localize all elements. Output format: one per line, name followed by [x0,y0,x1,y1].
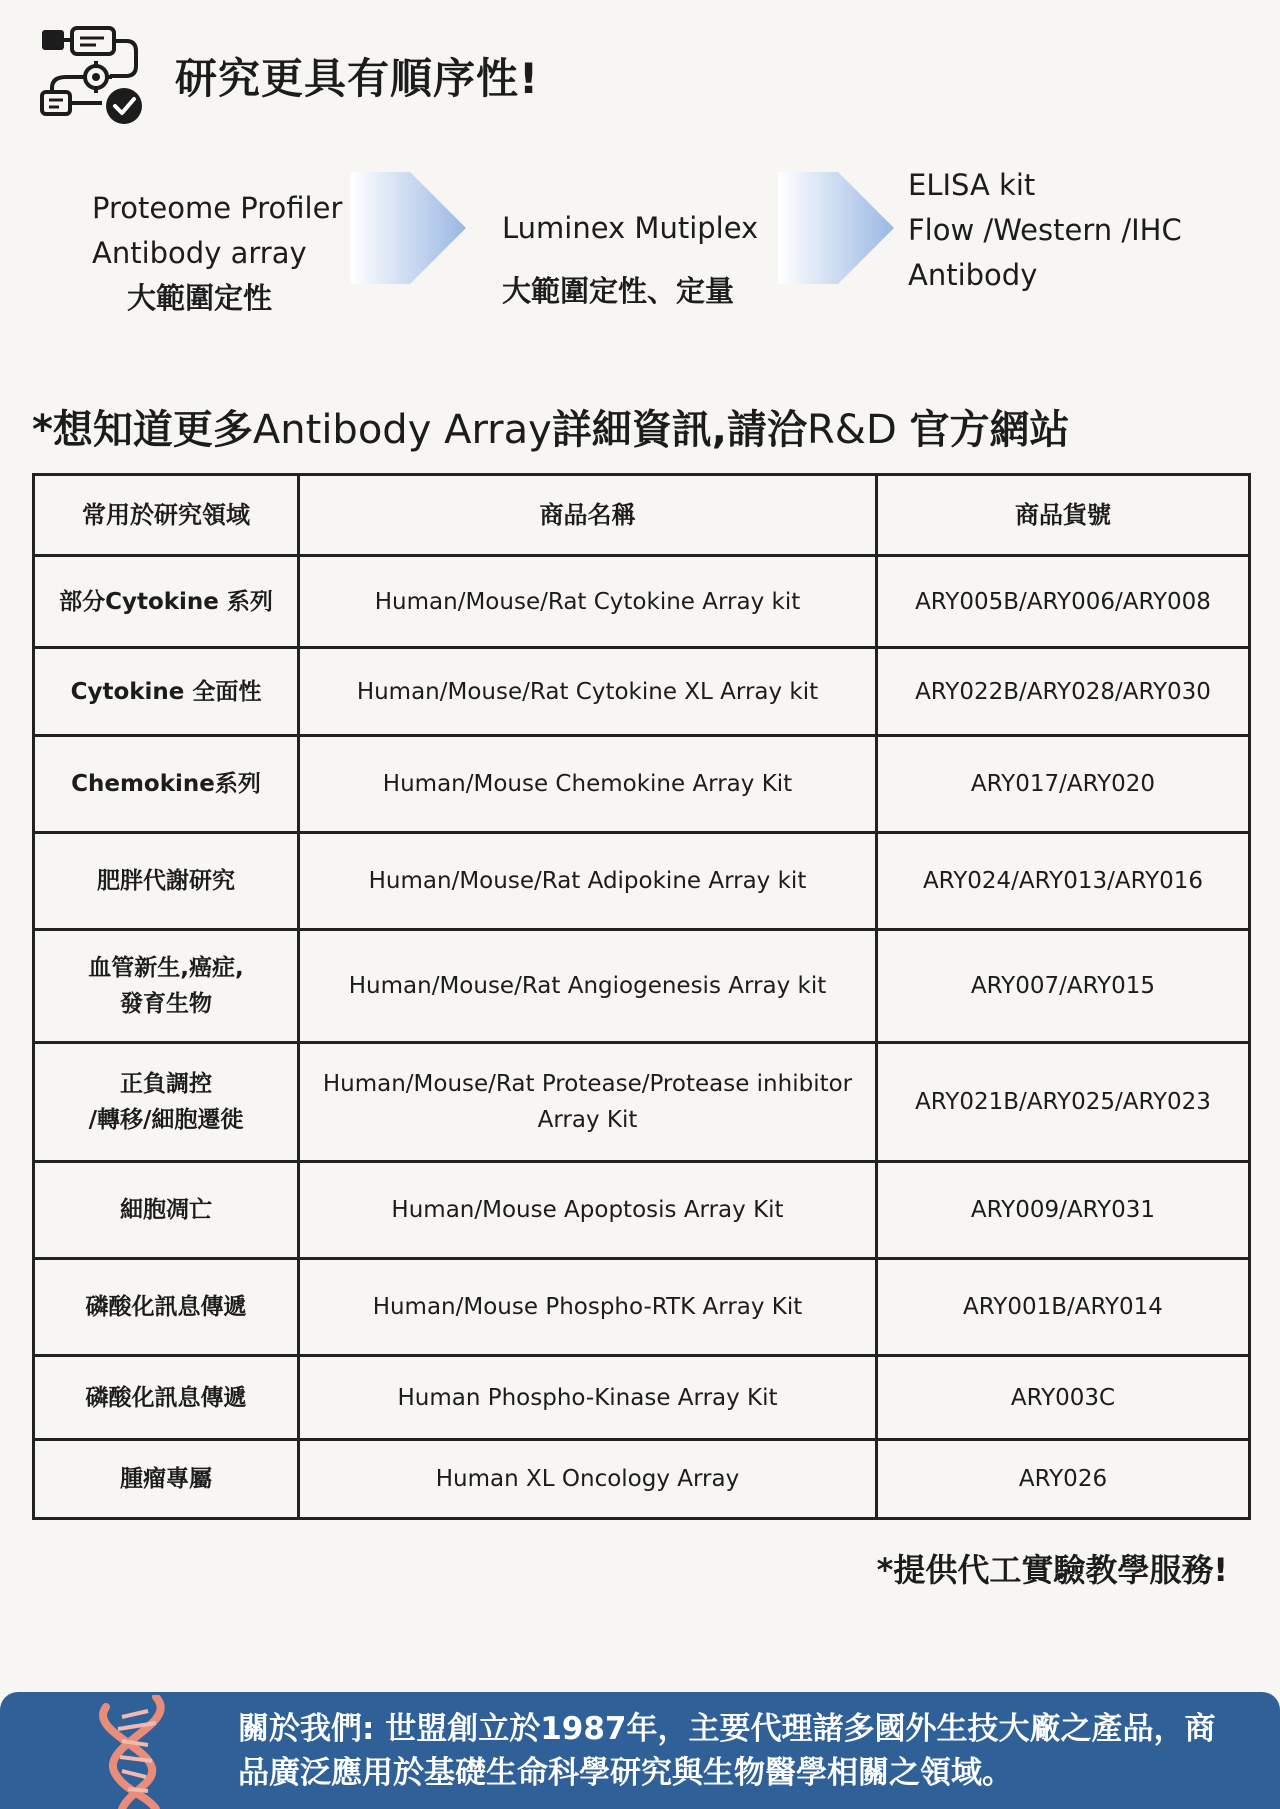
sku-cell: ARY003C [877,1356,1250,1440]
chevron-right-gradient-icon [778,172,894,284]
service-footnote: *提供代工實驗教學服務! [876,1551,1228,1589]
table-row [34,833,1250,930]
sku-cell: ARY009/ARY031 [877,1162,1250,1259]
column-header-field: 常用於研究領域 [34,475,299,556]
column-header-sku: 商品貨號 [877,475,1250,556]
field-cell: 肥胖代謝研究 [34,833,299,930]
product-cell: Human/Mouse/Rat Cytokine XL Array kit [299,648,877,736]
table-row [34,1259,1250,1356]
sku-cell: ARY005B/ARY006/ARY008 [877,556,1250,648]
page-title: 研究更具有順序性! [175,54,540,103]
field-cell: 細胞凋亡 [34,1162,299,1259]
field-cell: 正負調控 /轉移/細胞遷徙 [34,1043,299,1162]
sku-cell: ARY021B/ARY025/ARY023 [877,1043,1250,1162]
section-heading-latin1: Antibody Array [252,407,552,453]
sku-cell: ARY024/ARY013/ARY016 [877,833,1250,930]
chevron-right-gradient-icon [350,172,466,284]
product-cell: Human/Mouse/Rat Cytokine Array kit [299,556,877,648]
flow-step-1 [92,186,342,321]
product-cell: Human/Mouse/Rat Adipokine Array kit [299,833,877,930]
table-row [34,1356,1250,1440]
about-us-line2: 品廣泛應用於基礎生命科學研究與生物醫學相關之領域。 [238,1755,1013,1791]
section-heading-latin2: R&D [807,407,910,453]
about-us-text [238,1707,1238,1795]
sku-cell: ARY026 [877,1440,1250,1519]
table-row [34,1162,1250,1259]
dna-helix-icon [86,1695,186,1809]
product-cell: Human/Mouse/Rat Angiogenesis Array kit [299,930,877,1043]
field-cell: 磷酸化訊息傳遞 [34,1259,299,1356]
table-header-row [34,475,1250,556]
flow-step-2 [502,206,758,314]
flow-step-3-line1: ELISA kit [908,168,1036,202]
field-cell: Cytokine 全面性 [34,648,299,736]
field-cell: 磷酸化訊息傳遞 [34,1356,299,1440]
workflow-gear-check-icon [40,26,146,126]
sku-cell: ARY001B/ARY014 [877,1259,1250,1356]
section-heading-prefix: *想知道更多 [32,407,253,453]
sku-cell: ARY007/ARY015 [877,930,1250,1043]
flow-step-2-cjk: 大範圍定性、定量 [502,274,735,308]
table-row [34,648,1250,736]
product-cell: Human/Mouse Phospho-RTK Array Kit [299,1259,877,1356]
field-cell: 腫瘤專屬 [34,1440,299,1519]
column-header-product: 商品名稱 [299,475,877,556]
flow-step-1-line1: Proteome Profiler [92,191,343,225]
sku-cell: ARY022B/ARY028/ARY030 [877,648,1250,736]
flow-step-1-cjk: 大範圍定性 [127,281,273,315]
product-cell: Human/Mouse Chemokine Array Kit [299,736,877,833]
flow-step-3-line2: Flow /Western /IHC [908,213,1182,247]
product-cell: Human/Mouse Apoptosis Array Kit [299,1162,877,1259]
table-row [34,1440,1250,1519]
section-heading-mid: 詳細資訊,請洽 [551,407,808,453]
flow-step-1-line2: Antibody array [92,236,307,270]
field-cell: Chemokine系列 [34,736,299,833]
section-heading-suffix: 官方網站 [909,407,1070,453]
about-us-line1: 關於我們: 世盟創立於1987年，主要代理諸多國外生技大廠之產品，商 [238,1711,1216,1747]
sku-cell: ARY017/ARY020 [877,736,1250,833]
section-heading [32,398,1070,455]
product-cell: Human/Mouse/Rat Protease/Protease inhibitor Array Kit [299,1043,877,1162]
flow-step-2-line1: Luminex Mutiplex [502,211,759,245]
table-row [34,930,1250,1043]
table-row [34,1043,1250,1162]
flow-step-3-line3: Antibody [908,258,1038,292]
field-cell: 血管新生,癌症, 發育生物 [34,930,299,1043]
table-row [34,556,1250,648]
product-cell: Human XL Oncology Array [299,1440,877,1519]
flow-step-3 [908,163,1182,298]
field-cell: 部分Cytokine 系列 [34,556,299,648]
product-table [32,473,1251,1520]
table-row [34,736,1250,833]
product-cell: Human Phospho-Kinase Array Kit [299,1356,877,1440]
